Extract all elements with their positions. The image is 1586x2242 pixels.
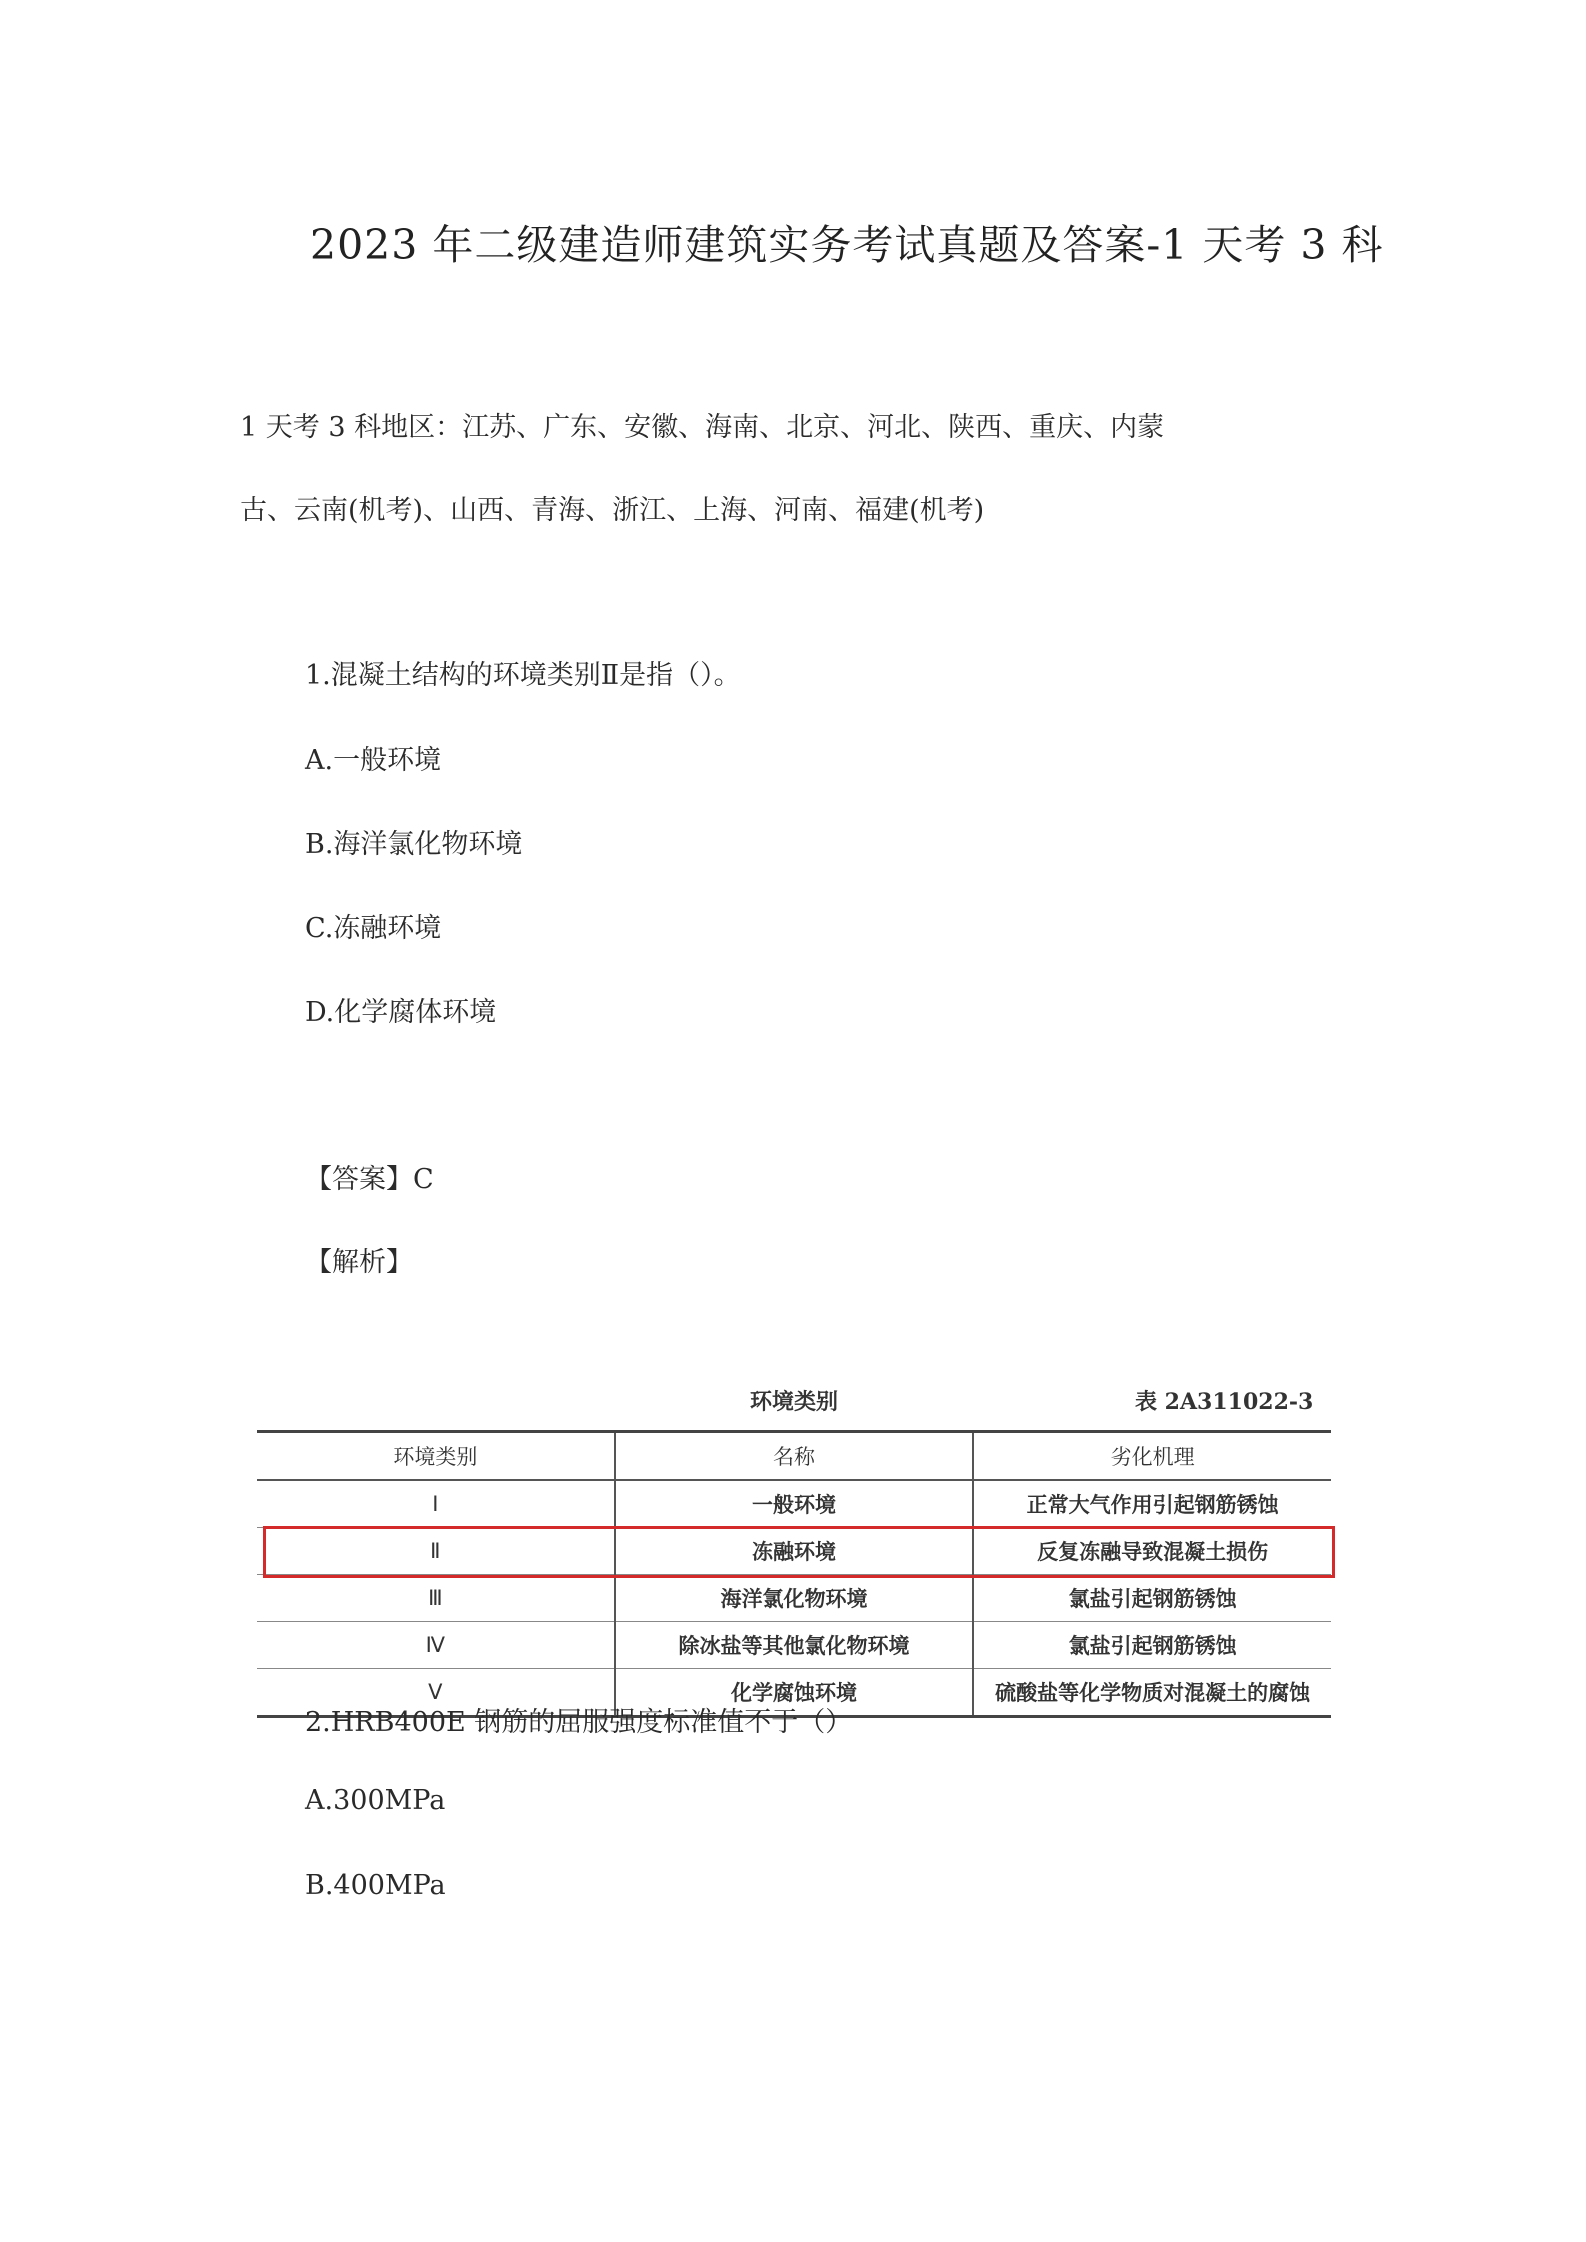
table-cell-category: Ⅱ: [257, 1528, 615, 1575]
table-cell-mechanism: 反复冻融导致混凝土损伤: [973, 1528, 1331, 1575]
table-row: [257, 1622, 1331, 1669]
header-category: 环境类别: [257, 1432, 615, 1481]
question-1-stem: 1.混凝土结构的环境类别Ⅱ是指（）。: [305, 660, 741, 691]
table-cell-mechanism: 氯盐引起钢筋锈蚀: [973, 1622, 1331, 1669]
table-cell-name: 冻融环境: [615, 1528, 974, 1575]
regions-line-2: 古、云南(机考)、山西、青海、浙江、上海、河南、福建(机考): [240, 495, 985, 526]
question-1-option-c: C.冻融环境: [305, 913, 442, 944]
table-cell-category: Ⅳ: [257, 1622, 615, 1669]
table-cell-name: 除冰盐等其他氯化物环境: [615, 1622, 974, 1669]
question-1-answer: 【答案】C: [305, 1164, 434, 1195]
question-1-analysis-label: 【解析】: [305, 1247, 413, 1278]
table-cell-name: 一般环境: [615, 1480, 974, 1528]
table-row: [257, 1575, 1331, 1622]
header-mechanism: 劣化机理: [973, 1432, 1331, 1481]
question-1-option-a: A.一般环境: [305, 745, 442, 776]
question-2-option-a: A.300MPa: [305, 1785, 446, 1816]
table-cell-mechanism: 正常大气作用引起钢筋锈蚀: [973, 1480, 1331, 1528]
table-header-row: [257, 1432, 1331, 1481]
table-cell-name: 化学腐蚀环境: [615, 1669, 974, 1717]
table-cell-category: Ⅰ: [257, 1480, 615, 1528]
regions-line-1: 1 天考 3 科地区：江苏、广东、安徽、海南、北京、河北、陕西、重庆、内蒙: [240, 412, 1165, 443]
environment-category-table-figure: [255, 1385, 1335, 1740]
header-name: 名称: [615, 1432, 974, 1481]
table-row: [257, 1480, 1331, 1528]
table-cell-mechanism: 硫酸盐等化学物质对混凝土的腐蚀: [973, 1669, 1331, 1717]
table-cell-category: Ⅲ: [257, 1575, 615, 1622]
table-cell-name: 海洋氯化物环境: [615, 1575, 974, 1622]
question-1-option-d: D.化学腐体环境: [305, 997, 497, 1028]
page-title: 2023 年二级建造师建筑实务考试真题及答案-1 天考 3 科: [310, 221, 1384, 269]
table-cell-mechanism: 氯盐引起钢筋锈蚀: [973, 1575, 1331, 1622]
question-2-option-b: B.400MPa: [305, 1870, 446, 1901]
table-number: 表 2A311022-3: [1135, 1389, 1314, 1415]
highlight-box: [263, 1526, 1335, 1578]
table-caption: 环境类别: [750, 1389, 839, 1415]
question-2-stem: 2.HRB400E 钢筋的屈服强度标准值不于（）: [305, 1707, 853, 1738]
question-1-option-b: B.海洋氯化物环境: [305, 829, 523, 860]
table-cell-category: Ⅴ: [257, 1669, 615, 1717]
